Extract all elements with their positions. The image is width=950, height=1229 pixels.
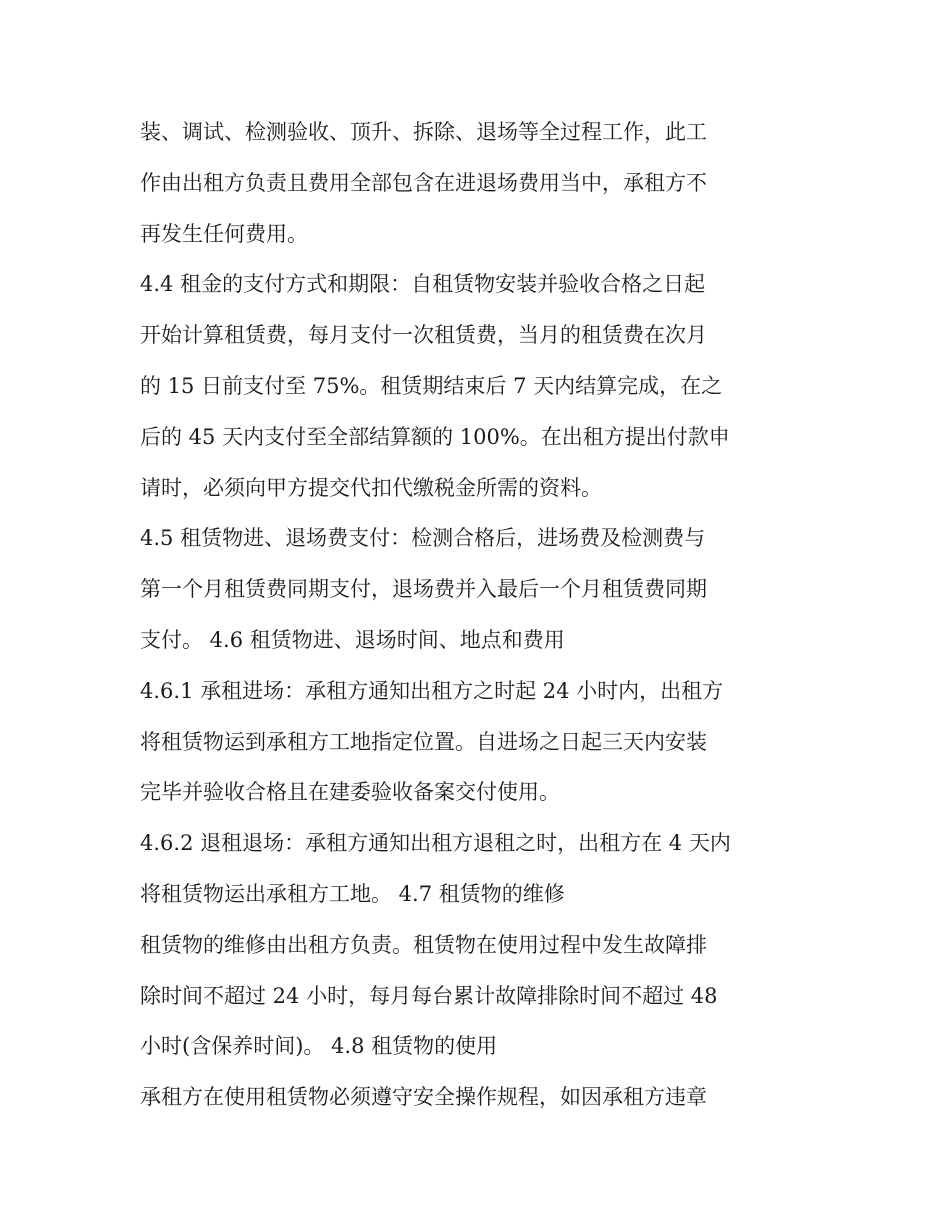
text-line: 除时间不超过 24 小时，每月每台累计故障排除时间不超过 48 — [140, 983, 718, 1008]
section-4-7-line: 将租赁物运出承租方工地。 4.7 租赁物的维修 — [140, 881, 565, 906]
text-line: 后的 45 天内支付至全部结算额的 100%。在出租方提出付款申 — [140, 424, 730, 449]
text-line: 请时，必须向甲方提交代扣代缴税金所需的资料。 — [140, 475, 602, 500]
text-line: 装、调试、检测验收、顶升、拆除、退场等全过程工作，此工 — [140, 120, 707, 144]
body-text — [140, 107, 820, 1123]
text-line: 再发生任何费用。 — [140, 221, 308, 246]
text-line: 承租方在使用租赁物必须遵守安全操作规程，如因承租方违章 — [140, 1085, 707, 1110]
text-line: 作由出租方负责且费用全部包含在进退场费用当中，承租方不 — [140, 170, 707, 195]
section-4-6-2-line: 4.6.2 退租退场：承租方通知出租方退租之时，出租方在 4 天内 — [140, 831, 731, 856]
section-4-5-line: 4.5 租赁物进、退场费支付：检测合格后，进场费及检测费与 — [140, 526, 706, 551]
section-4-4-line: 4.4 租金的支付方式和期限：自租赁物安装并验收合格之日起 — [140, 272, 706, 297]
section-4-6-1-line: 4.6.1 承租进场：承租方通知出租方之时起 24 小时内，出租方 — [140, 678, 724, 703]
section-4-8-line: 小时(含保养时间)。 4.8 租赁物的使用 — [140, 1034, 498, 1059]
text-line: 第一个月租赁费同期支付，退场费并入最后一个月租赁费同期 — [140, 577, 707, 602]
text-line: 完毕并验收合格且在建委验收备案交付使用。 — [140, 780, 560, 805]
text-line: 开始计算租赁费，每月支付一次租赁费，当月的租赁费在次月 — [140, 323, 707, 348]
section-4-6-line: 支付。 4.6 租赁物进、退场时间、地点和费用 — [140, 627, 565, 652]
text-line: 将租赁物运到承租方工地指定位置。自进场之日起三天内安装 — [140, 729, 707, 754]
text-line: 租赁物的维修由出租方负责。租赁物在使用过程中发生故障排 — [140, 932, 707, 957]
text-line: 的 15 日前支付至 75%。租赁期结束后 7 天内结算完成，在之 — [140, 373, 723, 398]
